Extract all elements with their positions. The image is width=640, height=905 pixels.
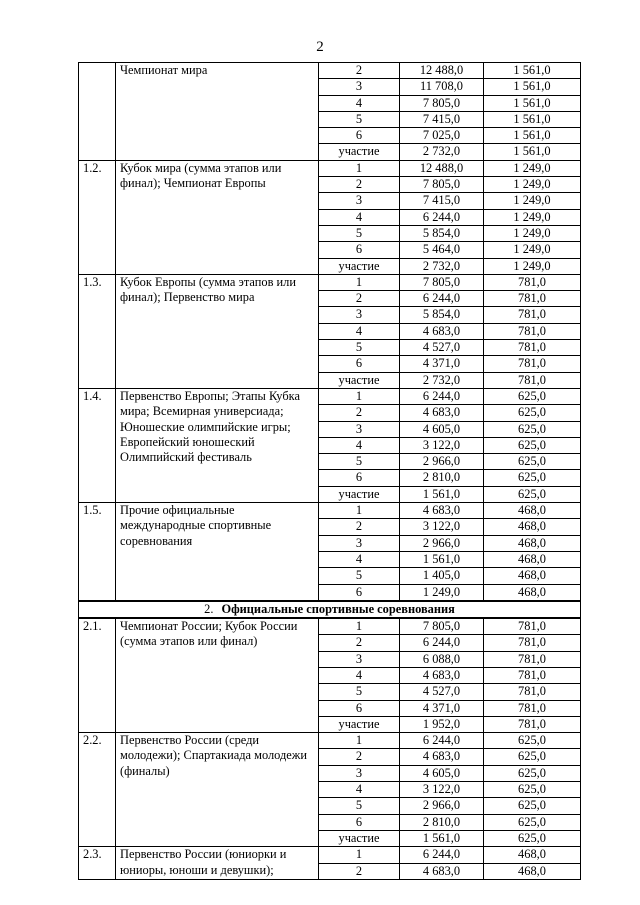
amount-cell: 1 405,0 bbox=[400, 568, 484, 584]
page-number: 2 bbox=[316, 39, 324, 55]
place-cell: 5 bbox=[319, 568, 400, 584]
section-header bbox=[79, 601, 581, 618]
amount-cell: 2 732,0 bbox=[400, 372, 484, 388]
amount-cell: 4 527,0 bbox=[400, 684, 484, 700]
rate-cell: 1 249,0 bbox=[484, 177, 581, 193]
amount-cell: 4 605,0 bbox=[400, 765, 484, 781]
amount-cell: 7 805,0 bbox=[400, 274, 484, 290]
place-cell: 6 bbox=[319, 242, 400, 258]
rate-cell: 1 249,0 bbox=[484, 242, 581, 258]
amount-cell: 1 561,0 bbox=[400, 830, 484, 846]
item-number: 1.2. bbox=[79, 160, 116, 274]
place-cell: 4 bbox=[319, 667, 400, 683]
rate-cell: 1 249,0 bbox=[484, 258, 581, 274]
amount-cell: 7 415,0 bbox=[400, 111, 484, 127]
table-row bbox=[79, 388, 581, 404]
place-cell: 2 bbox=[319, 177, 400, 193]
table-row bbox=[79, 733, 581, 749]
amount-cell: 4 683,0 bbox=[400, 863, 484, 879]
amount-cell: 2 966,0 bbox=[400, 535, 484, 551]
table-row bbox=[79, 847, 581, 863]
place-cell: 6 bbox=[319, 470, 400, 486]
amount-cell: 3 122,0 bbox=[400, 782, 484, 798]
place-cell: 4 bbox=[319, 551, 400, 567]
place-cell: 2 bbox=[319, 863, 400, 879]
item-number: 2.1. bbox=[79, 618, 116, 733]
place-cell: 6 bbox=[319, 128, 400, 144]
place-cell: 6 bbox=[319, 700, 400, 716]
place-cell: 4 bbox=[319, 95, 400, 111]
item-number bbox=[79, 63, 116, 161]
rate-cell: 1 249,0 bbox=[484, 209, 581, 225]
amount-cell: 2 810,0 bbox=[400, 814, 484, 830]
rate-cell: 625,0 bbox=[484, 470, 581, 486]
table-row bbox=[79, 618, 581, 635]
place-cell: участие bbox=[319, 258, 400, 274]
rate-cell: 625,0 bbox=[484, 749, 581, 765]
amount-cell: 4 683,0 bbox=[400, 749, 484, 765]
competition-name: Первенство России (среди молодежи); Спартакиада молодежи (финалы) bbox=[116, 733, 319, 847]
amount-cell: 1 952,0 bbox=[400, 716, 484, 732]
rate-cell: 625,0 bbox=[484, 830, 581, 846]
competition-name: Первенство Европы; Этапы Кубка мира; Всемирная универсиада; Юношеские олимпийские игры; Европейский юношеский Олимпийский фестиваль bbox=[116, 388, 319, 502]
rate-cell: 1 561,0 bbox=[484, 63, 581, 79]
amount-cell: 12 488,0 bbox=[400, 63, 484, 79]
amount-cell: 4 683,0 bbox=[400, 405, 484, 421]
place-cell: 5 bbox=[319, 454, 400, 470]
place-cell: 3 bbox=[319, 651, 400, 667]
amount-cell: 4 605,0 bbox=[400, 421, 484, 437]
item-number: 1.3. bbox=[79, 274, 116, 388]
rate-cell: 468,0 bbox=[484, 847, 581, 863]
place-cell: 6 bbox=[319, 356, 400, 372]
rate-cell: 625,0 bbox=[484, 733, 581, 749]
place-cell: 5 bbox=[319, 798, 400, 814]
amount-cell: 4 371,0 bbox=[400, 700, 484, 716]
place-cell: 2 bbox=[319, 291, 400, 307]
rate-cell: 781,0 bbox=[484, 716, 581, 732]
amount-cell: 7 805,0 bbox=[400, 618, 484, 635]
section-header-row bbox=[79, 601, 581, 618]
rate-cell: 625,0 bbox=[484, 798, 581, 814]
place-cell: 6 bbox=[319, 584, 400, 601]
amount-cell: 4 527,0 bbox=[400, 340, 484, 356]
amount-cell: 2 732,0 bbox=[400, 258, 484, 274]
rate-cell: 781,0 bbox=[484, 340, 581, 356]
amount-cell: 2 732,0 bbox=[400, 144, 484, 160]
place-cell: 3 bbox=[319, 307, 400, 323]
amount-cell: 5 854,0 bbox=[400, 225, 484, 241]
table-row bbox=[79, 503, 581, 519]
rate-cell: 625,0 bbox=[484, 388, 581, 404]
table-row bbox=[79, 160, 581, 176]
amount-cell: 6 244,0 bbox=[400, 635, 484, 651]
amount-cell: 2 810,0 bbox=[400, 470, 484, 486]
amount-cell: 2 966,0 bbox=[400, 798, 484, 814]
amount-cell: 3 122,0 bbox=[400, 519, 484, 535]
competition-name: Кубок Европы (сумма этапов или финал); Первенство мира bbox=[116, 274, 319, 388]
rate-cell: 625,0 bbox=[484, 814, 581, 830]
item-number: 1.4. bbox=[79, 388, 116, 502]
rate-cell: 625,0 bbox=[484, 454, 581, 470]
rate-cell: 781,0 bbox=[484, 372, 581, 388]
amount-cell: 4 683,0 bbox=[400, 503, 484, 519]
place-cell: 5 bbox=[319, 340, 400, 356]
rate-cell: 781,0 bbox=[484, 307, 581, 323]
competition-name: Кубок мира (сумма этапов или финал); Чемпионат Европы bbox=[116, 160, 319, 274]
place-cell: 1 bbox=[319, 618, 400, 635]
rate-cell: 468,0 bbox=[484, 551, 581, 567]
rate-cell: 1 249,0 bbox=[484, 193, 581, 209]
place-cell: 5 bbox=[319, 684, 400, 700]
place-cell: 3 bbox=[319, 535, 400, 551]
amount-cell: 2 966,0 bbox=[400, 454, 484, 470]
amount-cell: 4 683,0 bbox=[400, 667, 484, 683]
place-cell: 1 bbox=[319, 274, 400, 290]
amount-cell: 12 488,0 bbox=[400, 160, 484, 176]
rate-cell: 625,0 bbox=[484, 421, 581, 437]
rate-cell: 625,0 bbox=[484, 782, 581, 798]
place-cell: 3 bbox=[319, 193, 400, 209]
amount-cell: 3 122,0 bbox=[400, 437, 484, 453]
amount-cell: 7 805,0 bbox=[400, 177, 484, 193]
rate-cell: 625,0 bbox=[484, 437, 581, 453]
place-cell: участие bbox=[319, 144, 400, 160]
table-row bbox=[79, 274, 581, 290]
amount-cell: 6 244,0 bbox=[400, 209, 484, 225]
amount-cell: 7 415,0 bbox=[400, 193, 484, 209]
competition-name: Первенство России (юниорки и юниоры, юноши и девушки); bbox=[116, 847, 319, 880]
rate-cell: 1 561,0 bbox=[484, 111, 581, 127]
place-cell: 1 bbox=[319, 847, 400, 863]
amount-cell: 7 025,0 bbox=[400, 128, 484, 144]
place-cell: 4 bbox=[319, 323, 400, 339]
rate-cell: 468,0 bbox=[484, 568, 581, 584]
rate-cell: 781,0 bbox=[484, 274, 581, 290]
place-cell: 1 bbox=[319, 388, 400, 404]
amount-cell: 6 244,0 bbox=[400, 733, 484, 749]
amount-cell: 1 561,0 bbox=[400, 551, 484, 567]
rate-cell: 781,0 bbox=[484, 651, 581, 667]
amount-cell: 5 854,0 bbox=[400, 307, 484, 323]
section-number: 2. bbox=[204, 601, 214, 616]
place-cell: 2 bbox=[319, 635, 400, 651]
competition-name: Прочие официальные международные спортивные соревнования bbox=[116, 503, 319, 601]
rate-cell: 781,0 bbox=[484, 291, 581, 307]
amount-cell: 6 244,0 bbox=[400, 388, 484, 404]
rate-cell: 1 249,0 bbox=[484, 160, 581, 176]
item-number: 2.2. bbox=[79, 733, 116, 847]
place-cell: 2 bbox=[319, 749, 400, 765]
amount-cell: 5 464,0 bbox=[400, 242, 484, 258]
rate-cell: 781,0 bbox=[484, 356, 581, 372]
rate-cell: 1 249,0 bbox=[484, 225, 581, 241]
competition-name: Чемпионат мира bbox=[116, 63, 319, 161]
amount-cell: 4 683,0 bbox=[400, 323, 484, 339]
amount-cell: 6 244,0 bbox=[400, 847, 484, 863]
rate-cell: 781,0 bbox=[484, 618, 581, 635]
rate-cell: 781,0 bbox=[484, 667, 581, 683]
rate-cell: 468,0 bbox=[484, 584, 581, 601]
amount-cell: 7 805,0 bbox=[400, 95, 484, 111]
competition-name: Чемпионат России; Кубок России (сумма этапов или финал) bbox=[116, 618, 319, 733]
table-row bbox=[79, 63, 581, 79]
place-cell: 2 bbox=[319, 63, 400, 79]
place-cell: 3 bbox=[319, 79, 400, 95]
section-title: Официальные спортивные соревнования bbox=[221, 601, 455, 616]
rate-cell: 468,0 bbox=[484, 535, 581, 551]
rate-cell: 781,0 bbox=[484, 684, 581, 700]
rate-cell: 625,0 bbox=[484, 486, 581, 502]
place-cell: 5 bbox=[319, 225, 400, 241]
place-cell: участие bbox=[319, 716, 400, 732]
rate-cell: 468,0 bbox=[484, 519, 581, 535]
place-cell: участие bbox=[319, 486, 400, 502]
place-cell: 3 bbox=[319, 765, 400, 781]
amount-cell: 1 561,0 bbox=[400, 486, 484, 502]
place-cell: 2 bbox=[319, 405, 400, 421]
place-cell: 1 bbox=[319, 503, 400, 519]
place-cell: 2 bbox=[319, 519, 400, 535]
place-cell: 5 bbox=[319, 111, 400, 127]
item-number: 2.3. bbox=[79, 847, 116, 880]
rates-table-body bbox=[79, 63, 581, 880]
rate-cell: 781,0 bbox=[484, 700, 581, 716]
rate-cell: 1 561,0 bbox=[484, 79, 581, 95]
place-cell: 1 bbox=[319, 733, 400, 749]
place-cell: 1 bbox=[319, 160, 400, 176]
place-cell: 3 bbox=[319, 421, 400, 437]
place-cell: участие bbox=[319, 372, 400, 388]
place-cell: участие bbox=[319, 830, 400, 846]
item-number: 1.5. bbox=[79, 503, 116, 601]
rate-cell: 468,0 bbox=[484, 503, 581, 519]
rate-cell: 1 561,0 bbox=[484, 128, 581, 144]
amount-cell: 6 244,0 bbox=[400, 291, 484, 307]
rate-cell: 781,0 bbox=[484, 635, 581, 651]
amount-cell: 1 249,0 bbox=[400, 584, 484, 601]
place-cell: 4 bbox=[319, 209, 400, 225]
place-cell: 4 bbox=[319, 782, 400, 798]
place-cell: 4 bbox=[319, 437, 400, 453]
rate-cell: 468,0 bbox=[484, 863, 581, 879]
rate-cell: 625,0 bbox=[484, 405, 581, 421]
rate-cell: 1 561,0 bbox=[484, 95, 581, 111]
amount-cell: 11 708,0 bbox=[400, 79, 484, 95]
place-cell: 6 bbox=[319, 814, 400, 830]
rates-table bbox=[78, 62, 581, 880]
amount-cell: 4 371,0 bbox=[400, 356, 484, 372]
rate-cell: 625,0 bbox=[484, 765, 581, 781]
amount-cell: 6 088,0 bbox=[400, 651, 484, 667]
rate-cell: 781,0 bbox=[484, 323, 581, 339]
rate-cell: 1 561,0 bbox=[484, 144, 581, 160]
